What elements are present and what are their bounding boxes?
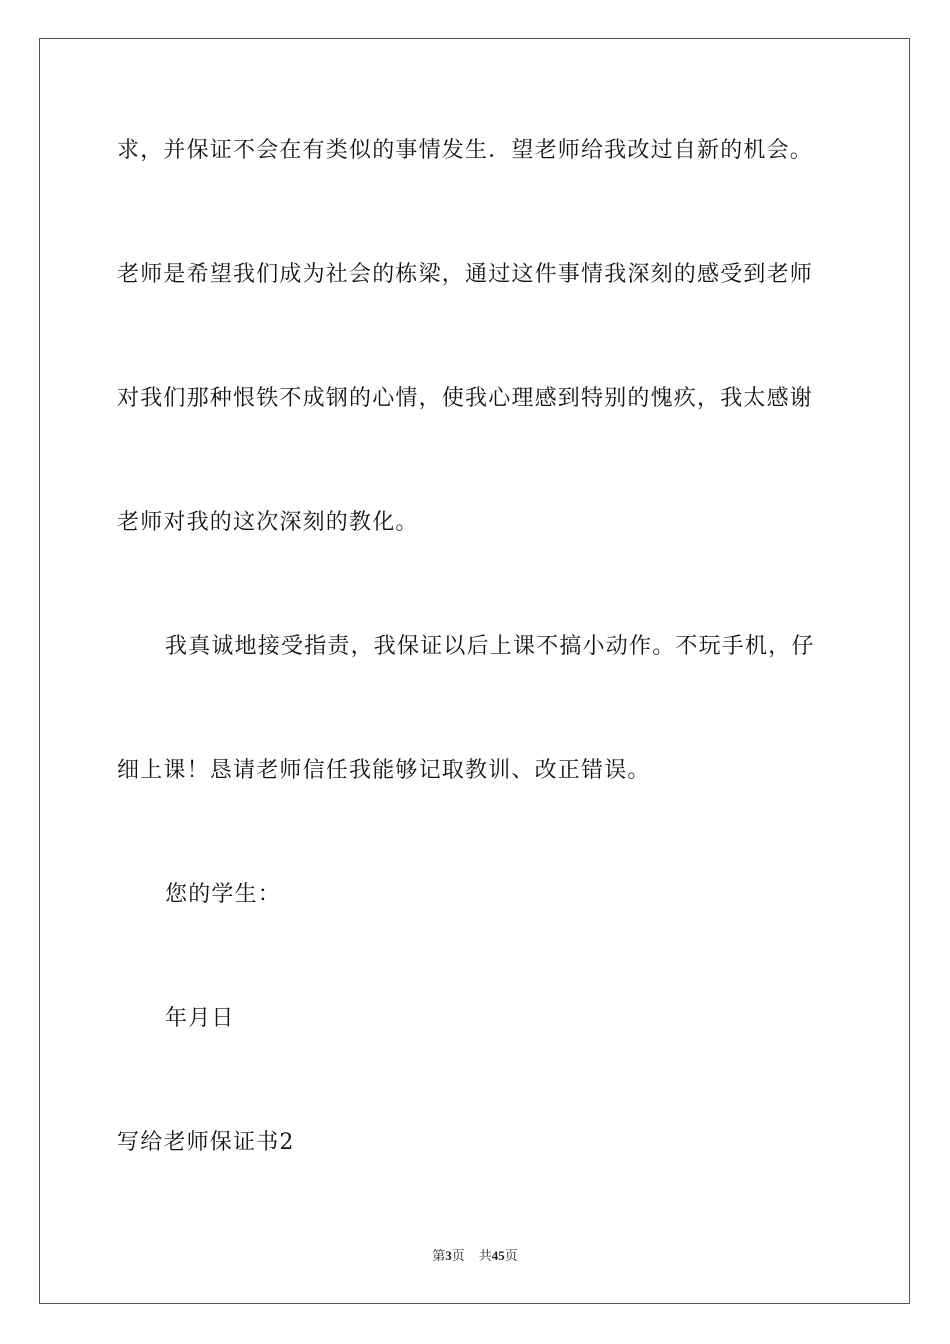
- body-line-2: 老师是希望我们成为社会的栋梁，通过这件事情我深刻的感受到老师: [117, 262, 814, 287]
- body-line-6: 细上课！恳请老师信任我能够记取教训、改正错误。: [117, 758, 651, 783]
- signature-label: 您的学生：: [165, 882, 282, 907]
- date-line: 年月日: [165, 1006, 235, 1031]
- page-suffix: 页: [451, 1249, 465, 1264]
- body-line-3: 对我们那种恨铁不成钢的心情，使我心理感到特别的愧疚，我太感谢: [117, 386, 814, 411]
- body-line-4: 老师对我的这次深刻的教化。: [117, 510, 419, 535]
- body-line-5: 我真诚地接受指责，我保证以后上课不搞小动作。不玩手机，仔: [165, 634, 815, 659]
- page-prefix: 第: [432, 1249, 446, 1264]
- page-number: 3: [445, 1248, 452, 1263]
- total-pages: 45: [491, 1248, 505, 1263]
- section-heading: 写给老师保证书2: [117, 1130, 295, 1155]
- total-suffix: 页: [504, 1249, 518, 1264]
- body-line-1: 求，并保证不会在有类似的事情发生．望老师给我改过自新的机会。: [117, 138, 814, 163]
- page-frame: [39, 38, 910, 1304]
- page-footer: [0, 1247, 950, 1266]
- total-prefix: 共: [478, 1249, 492, 1264]
